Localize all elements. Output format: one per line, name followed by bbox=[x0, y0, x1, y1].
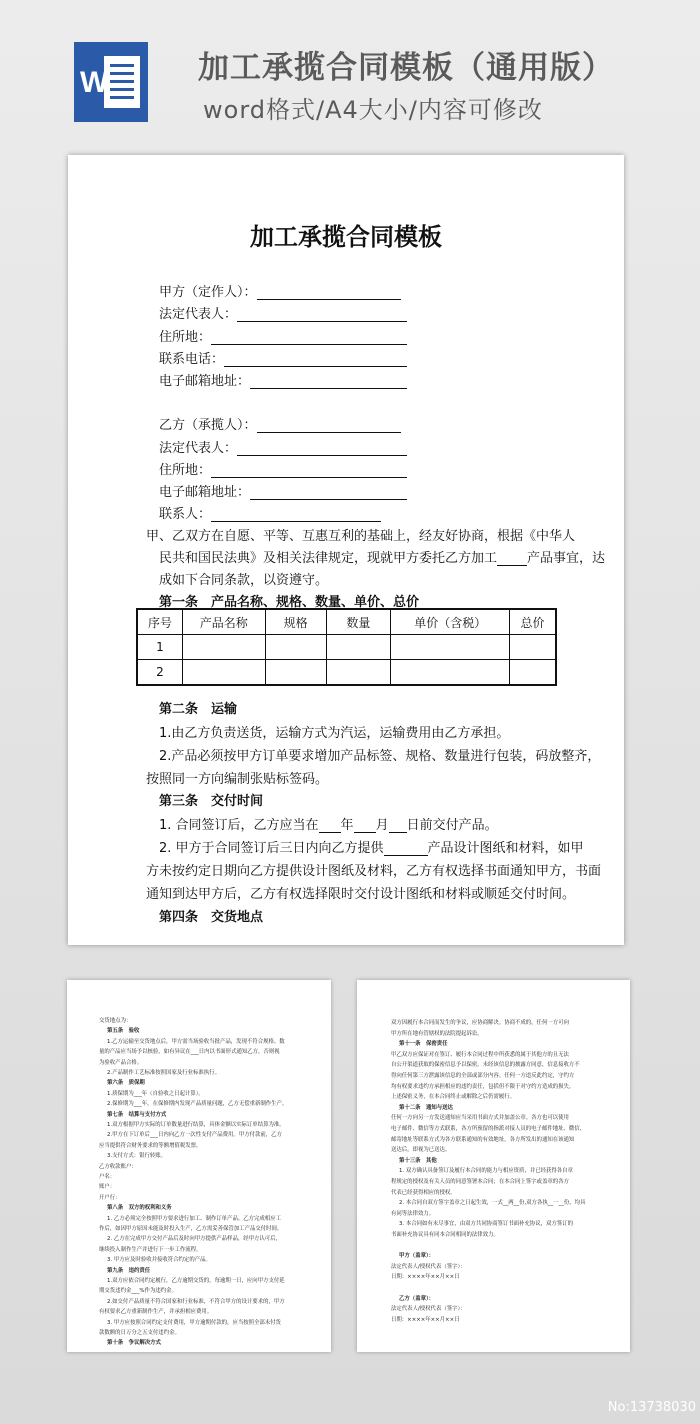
blank-line bbox=[237, 307, 407, 322]
page-text-line: 1.质保期为___年（自验收之日起计算）。 bbox=[107, 1090, 204, 1097]
table-header: 单价（含税） bbox=[391, 609, 510, 635]
page-text-line: 款数额的日万分之五支付违约金。 bbox=[99, 1330, 180, 1336]
blank-line bbox=[211, 463, 407, 478]
party-a-line bbox=[159, 370, 407, 389]
page-text-line: 第八条 双方的权利和义务 bbox=[107, 1205, 172, 1212]
intro-line: 民共和国民法典》及相关法律规定，现就甲方委托乙方加工 产品事宜，达 bbox=[159, 551, 606, 566]
document-page-main bbox=[68, 155, 624, 945]
blank-line bbox=[224, 352, 407, 367]
page-text-line: 双方因履行本合同而发生的争议，应协商解决。协商不成的，任何一方可向 bbox=[391, 1020, 569, 1026]
article-2-text: 2.产品必须按甲方订单要求增加产品标签、规格、数量进行包装，码放整齐， bbox=[159, 749, 601, 764]
field-label: 电子邮箱地址： bbox=[159, 374, 251, 389]
field-label: 法定代表人： bbox=[159, 307, 238, 322]
page-text-line: 第十三条 其他 bbox=[399, 1157, 437, 1164]
page-text-line: 1. 双方确认具备签订及履行本合同的能力与相应资质，并已经获得各自章 bbox=[399, 1168, 573, 1175]
blank-line bbox=[237, 441, 407, 456]
blank-line bbox=[257, 285, 401, 300]
table-row bbox=[137, 660, 556, 686]
article-3-text: 方未按约定日期向乙方提供设计图纸及材料，乙方有权选择书面通知甲方，书面 bbox=[146, 864, 602, 879]
intro-line: 成如下合同条款，以资遵守。 bbox=[159, 573, 329, 588]
field-label: 联系人： bbox=[159, 507, 212, 522]
page-text-line: 2.保修期为___年，在保修期内发现产品质量问题，乙方无偿重新制作生产。 bbox=[107, 1101, 288, 1108]
table-header: 序号 bbox=[137, 609, 182, 635]
page-text-line: 乙方收款账户： bbox=[99, 1163, 137, 1170]
page-text-line: 2.如交付产品质量不符合国家和行业标准，不符合甲方的设计要求的，甲方 bbox=[107, 1298, 285, 1305]
page-text-line: 交货地点为： bbox=[99, 1018, 132, 1024]
page-text-line: 第九条 违约责任 bbox=[107, 1267, 151, 1274]
page-text-line: 甲乙双方应保证对在签订、履行本合同过程中所获悉的属于其他方的且无法 bbox=[391, 1051, 569, 1058]
page-text-line: 1. 乙方必须完全按照甲方要求进行加工、制作订单产品。乙方完成相应工 bbox=[107, 1215, 281, 1222]
intro-line: 甲、乙双方在自愿、平等、互惠互利的基础上，经友好协商，根据《中华人 bbox=[146, 529, 576, 544]
page-text-line: 第十条 争议解决方式 bbox=[107, 1340, 161, 1347]
product-table bbox=[136, 608, 557, 686]
party-a-line bbox=[159, 303, 407, 322]
article-2-title: 第二条 运输 bbox=[159, 702, 238, 717]
party-b-line bbox=[159, 459, 407, 478]
page-text-line: 有权要求乙方重新制作生产，并承担相应费用。 bbox=[99, 1309, 213, 1316]
party-a-line bbox=[159, 281, 401, 300]
party-a-line bbox=[159, 326, 407, 345]
page-text-line: 均有权要求违约方承担相应的违约责任，包括但不限于对守约方造成的损失。 bbox=[391, 1083, 575, 1090]
field-label: 联系电话： bbox=[159, 352, 225, 367]
page-text-line: 邮寄地址等联系方式为各方联系通知的有效地址。各方所发出的通知在该通知 bbox=[391, 1136, 575, 1143]
blank-line bbox=[257, 418, 401, 433]
page-text-line: 日期：××××年××月××日 bbox=[391, 1274, 460, 1281]
page-text-line: 任何一方向另一方发送通知应当采用书面方式并加盖公章。各方也可以使用 bbox=[391, 1115, 569, 1122]
party-b-line bbox=[159, 437, 407, 456]
page-text-line: 上述保密义务，在本合同终止或解除之后仍需履行。 bbox=[391, 1094, 515, 1101]
page-text-line: 3. 甲方应按照合同约定支付费用，甲方逾期付款的，应当按照全部未付货 bbox=[107, 1319, 281, 1326]
field-label: 乙方（承揽人）： bbox=[159, 418, 257, 433]
page-text-line: 2.甲方在下订单后___日内向乙方一次性支付产品费用。甲方付款前，乙方 bbox=[107, 1132, 282, 1139]
table-cell: 1 bbox=[137, 635, 182, 660]
article-3-text: 2. 甲方于合同签订后三日内向乙方提供 产品设计图纸和材料，如甲 bbox=[159, 841, 584, 856]
page-text-line: 开户行： bbox=[99, 1194, 121, 1201]
table-header: 总价 bbox=[510, 609, 556, 635]
page-text-line: 自公开渠道获取的保密信息予以保密。未经该信息的披露方同意，信息接收方不 bbox=[391, 1062, 580, 1069]
article-3-text: 1. 合同签订后，乙方应当在 年 月 日前交付产品。 bbox=[159, 818, 498, 833]
page-text-line: 应当提供符合财务要求的等额增值税发票。 bbox=[99, 1142, 202, 1149]
page-text-line: 得向任何第三方泄露该信息的全部或部分内容。任何一方违反此约定，守约方 bbox=[391, 1073, 575, 1079]
page-text-line: 1.双方根据甲方实际的订单数量进行结算，具体金额以实际订单结算为准。 bbox=[107, 1122, 285, 1128]
page-text-line: 第七条 结算与支付方式 bbox=[107, 1111, 167, 1118]
page-text-line: 第十一条 保密责任 bbox=[399, 1041, 448, 1048]
party-b-line bbox=[159, 503, 381, 522]
page-text-line: 第六条 质保期 bbox=[107, 1080, 145, 1087]
page-text-line: 程规定的授权及有关人员的同意签署本合同；在本合同上签字或盖章的各方 bbox=[391, 1179, 569, 1185]
page-text-line: 2. 乙方在完成甲方交付产品后及时向甲方提供产品样品，经甲方认可后， bbox=[107, 1236, 281, 1243]
blank-line bbox=[497, 551, 527, 566]
page-title: 加工承揽合同模板（通用版） bbox=[198, 50, 614, 86]
page-text-line: 3. 本合同如有未尽事宜，由双方共同协商签订书面补充协议，双方签订的 bbox=[399, 1221, 573, 1228]
party-a-line bbox=[159, 348, 407, 367]
page-text-line: 2. 本合同自双方签字盖章之日起生效，一式__两__份,双方各执__一__份，均具 bbox=[399, 1200, 586, 1207]
page-text-line: 户名： bbox=[99, 1174, 116, 1180]
blank-line bbox=[211, 330, 407, 345]
page-text-line: 期交货违约金___%作为违约金。 bbox=[99, 1288, 177, 1295]
table-header: 规格 bbox=[265, 609, 326, 635]
blank-line bbox=[211, 507, 381, 522]
table-header: 数量 bbox=[326, 609, 391, 635]
page-subtitle: word格式/A4大小/内容可修改 bbox=[203, 96, 543, 124]
page-text-line: 送达后，即视为已送达。 bbox=[391, 1147, 451, 1154]
image-number: No:13738030 bbox=[607, 1400, 696, 1415]
page-text-line: 为验收产品合格。 bbox=[99, 1059, 143, 1066]
article-3-title: 第三条 交付时间 bbox=[159, 794, 264, 809]
page-text-line: 法定代表人/授权代表（签字）： bbox=[391, 1263, 466, 1270]
page-text-line: 作后，如因甲方原因未能及时投入生产，乙方需妥善保管加工产品交付时间。 bbox=[99, 1226, 283, 1232]
document-page-2 bbox=[67, 980, 331, 1352]
page-text-line: 书面补充协议具有同本合同相同的法律效力。 bbox=[391, 1232, 499, 1238]
party-b-line bbox=[159, 481, 407, 500]
page-text-line: 3. 甲方应及时验收并接收符合约定的产品。 bbox=[107, 1257, 211, 1264]
blank-line bbox=[250, 374, 407, 389]
article-3-text: 通知到达甲方后，乙方有权选择限时交付设计图纸和材料或顺延交付时间。 bbox=[146, 887, 576, 902]
article-1-title: 第一条 产品名称、规格、数量、单价、总价 bbox=[159, 595, 420, 610]
article-4-title: 第四条 交货地点 bbox=[159, 910, 264, 925]
page-text-line: 甲方所在地有管辖权的法院提起诉讼。 bbox=[391, 1030, 483, 1037]
field-label: 住所地： bbox=[159, 463, 212, 478]
word-icon bbox=[70, 40, 152, 124]
table-cell: 2 bbox=[137, 660, 182, 686]
page-text-line: 1.双方应依合同约定履行，乙方逾期交货的，每逾期一日，应向甲方支付延 bbox=[107, 1278, 285, 1284]
table-row bbox=[137, 635, 556, 660]
page-text-line: 1.乙方运输至交货地点后，甲方需当场验收当批产品，发现不符合规格、数 bbox=[107, 1038, 285, 1045]
table-header: 产品名称 bbox=[182, 609, 265, 635]
page-text-line: 电子邮件、微信等方式联系，各方所预留的指派对接人员的电子邮件地址、微信、 bbox=[391, 1126, 586, 1132]
article-2-text: 1.由乙方负责送货，运输方式为汽运，运输费用由乙方承担。 bbox=[159, 726, 510, 741]
page-text-line: 2.产品制作工艺标准按照国家及行业标准执行。 bbox=[107, 1070, 220, 1076]
page-text-line: 日期：××××年××月××日 bbox=[391, 1316, 460, 1323]
field-label: 住所地： bbox=[159, 330, 212, 345]
article-2-text: 按照同一方向编制张贴标签码。 bbox=[146, 772, 329, 787]
blank-line bbox=[250, 485, 407, 500]
document-title: 加工承揽合同模板 bbox=[250, 223, 442, 251]
page-text-line: 3.支付方式：银行转账。 bbox=[107, 1153, 167, 1160]
page-text-line: 量的产品应当场予以核验，如有异议在___日内以书面形式通知乙方，否则视 bbox=[99, 1049, 280, 1056]
page-text-line: 法定代表人/授权代表（签字）： bbox=[391, 1306, 466, 1313]
page-text-line: 代表已经获得相应的授权。 bbox=[391, 1189, 456, 1196]
page-text-line: 第十二条 通知与送达 bbox=[399, 1104, 453, 1111]
word-logo-letter: W bbox=[80, 66, 109, 99]
table-header-row bbox=[137, 609, 556, 635]
page-text-line: 第五条 验收 bbox=[107, 1028, 140, 1035]
page-text-line: 账户： bbox=[99, 1184, 116, 1191]
page-text-line: 有同等法律效力。 bbox=[391, 1210, 435, 1217]
page-text-line: 乙方（盖章）： bbox=[399, 1295, 435, 1302]
field-label: 甲方（定作人）： bbox=[159, 285, 257, 300]
page-text-line: 继续投入制作生产并进行下一步工作流程。 bbox=[99, 1246, 202, 1253]
page-text-line: 甲方（盖章）： bbox=[399, 1253, 435, 1260]
document-page-3 bbox=[357, 980, 630, 1352]
party-b-line bbox=[159, 414, 401, 433]
field-label: 电子邮箱地址： bbox=[159, 485, 251, 500]
field-label: 法定代表人： bbox=[159, 441, 238, 456]
